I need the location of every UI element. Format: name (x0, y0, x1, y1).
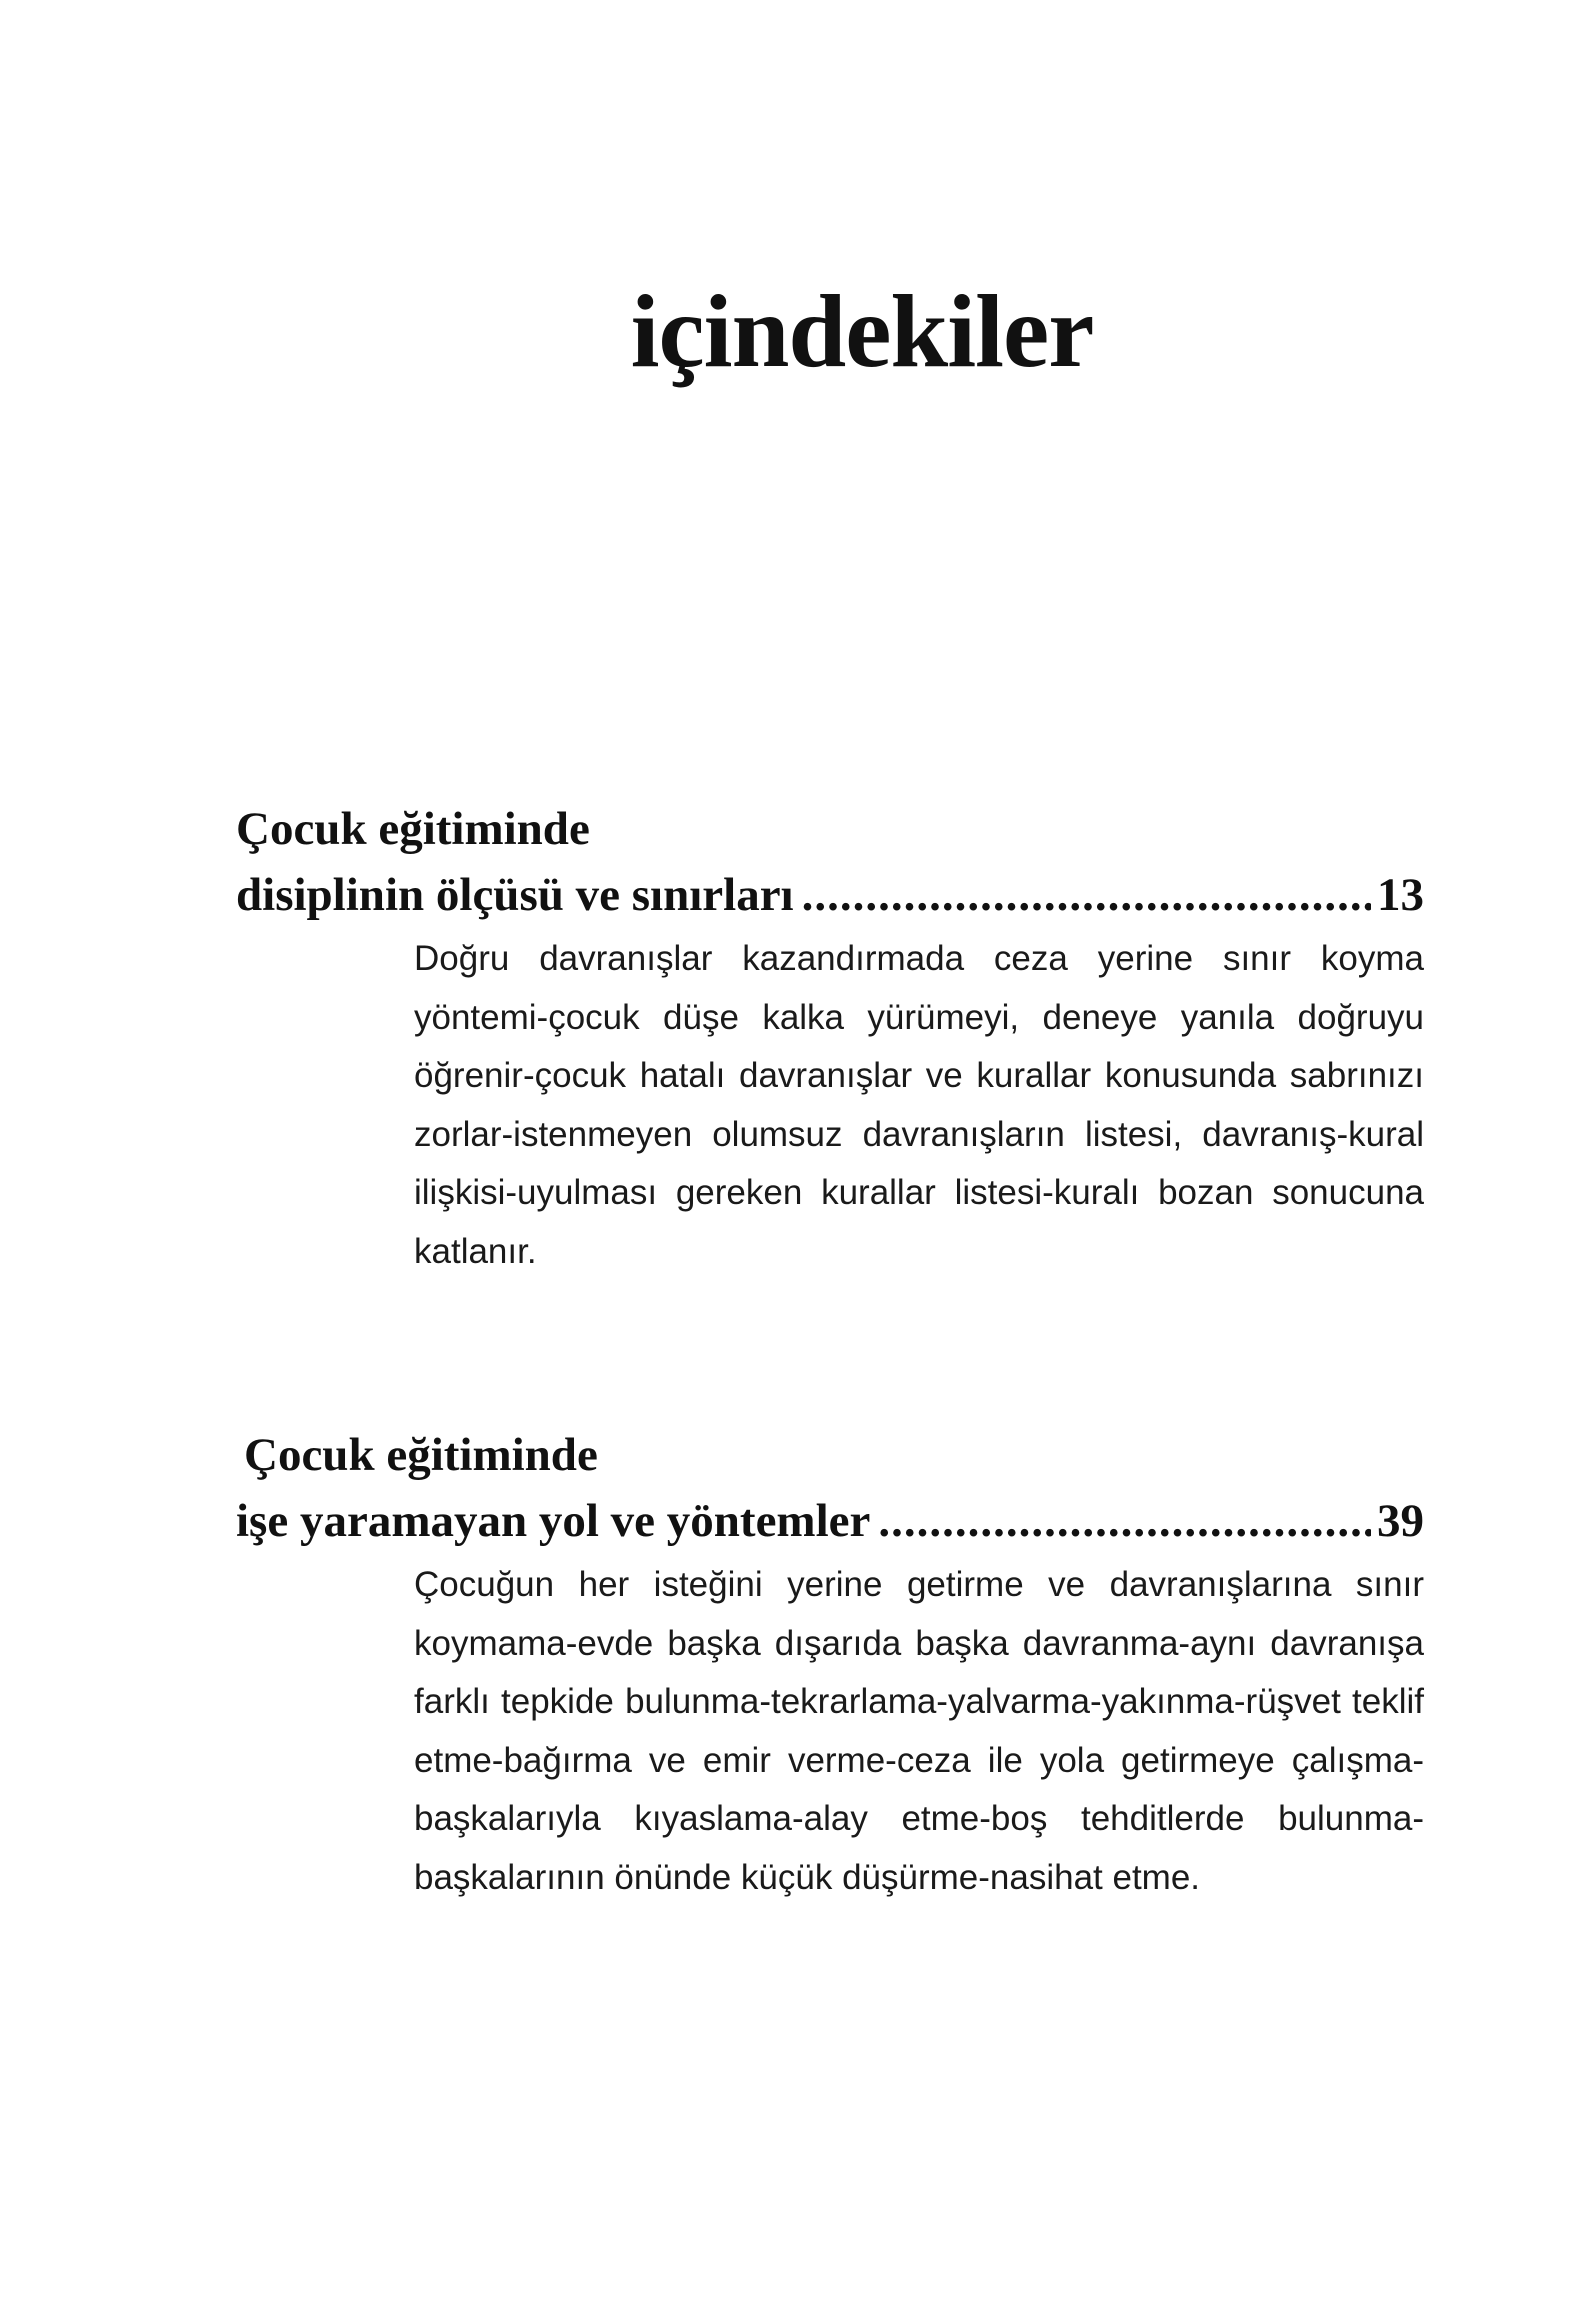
toc-entry-heading-row (236, 862, 1424, 928)
dot-leader (878, 1488, 1371, 1554)
toc-entry-heading-line2: disiplinin ölçüsü ve sınırları (236, 869, 794, 921)
toc-entry[interactable] (236, 1422, 1424, 1907)
toc-entry-heading-row (236, 1488, 1424, 1554)
toc-entry-description: Doğru davranışlar kazandırmada ceza yerine sınır koyma yöntemi-çocuk düşe kalka yürümeyi, deneye yanıla doğruyu öğrenir-çocuk hatalı davranışlar ve kurallar konusunda sabrınızı zorlar-istenmeyen olumsuz davranışların listesi, davranış-kural ilişkisi-uyulması gereken kurallar listesi-kuralı bozan sonucuna katlanır. (414, 939, 1424, 1271)
toc-entry-heading-line1: Çocuk eğitiminde (244, 1429, 598, 1481)
toc-page-number: 13 (1377, 869, 1424, 921)
toc-entry-description: Çocuğun her isteğini yerine getirme ve davranışlarına sınır koymama-evde başka dışarıda başka davranma-aynı davranışa farklı tepkide bulunma-tekrarlama-yalvarma-yakınma-rüşvet teklif etme-bağırma ve emir verme-ceza ile yola getirmeye çalışma-başkalarıyla kıyaslama-alay etme-boş tehditlerde bulunma-başkalarının önünde küçük düşürme-nasihat etme. (414, 1565, 1424, 1897)
page-title: içindekiler (630, 274, 1094, 389)
dot-leader (802, 862, 1371, 928)
toc-entry-heading-line1: Çocuk eğitiminde (236, 803, 590, 855)
toc-entry-heading-line2: işe yaramayan yol ve yöntemler (236, 1495, 871, 1547)
toc-entry[interactable] (236, 796, 1424, 1281)
toc-page-number: 39 (1377, 1495, 1424, 1547)
